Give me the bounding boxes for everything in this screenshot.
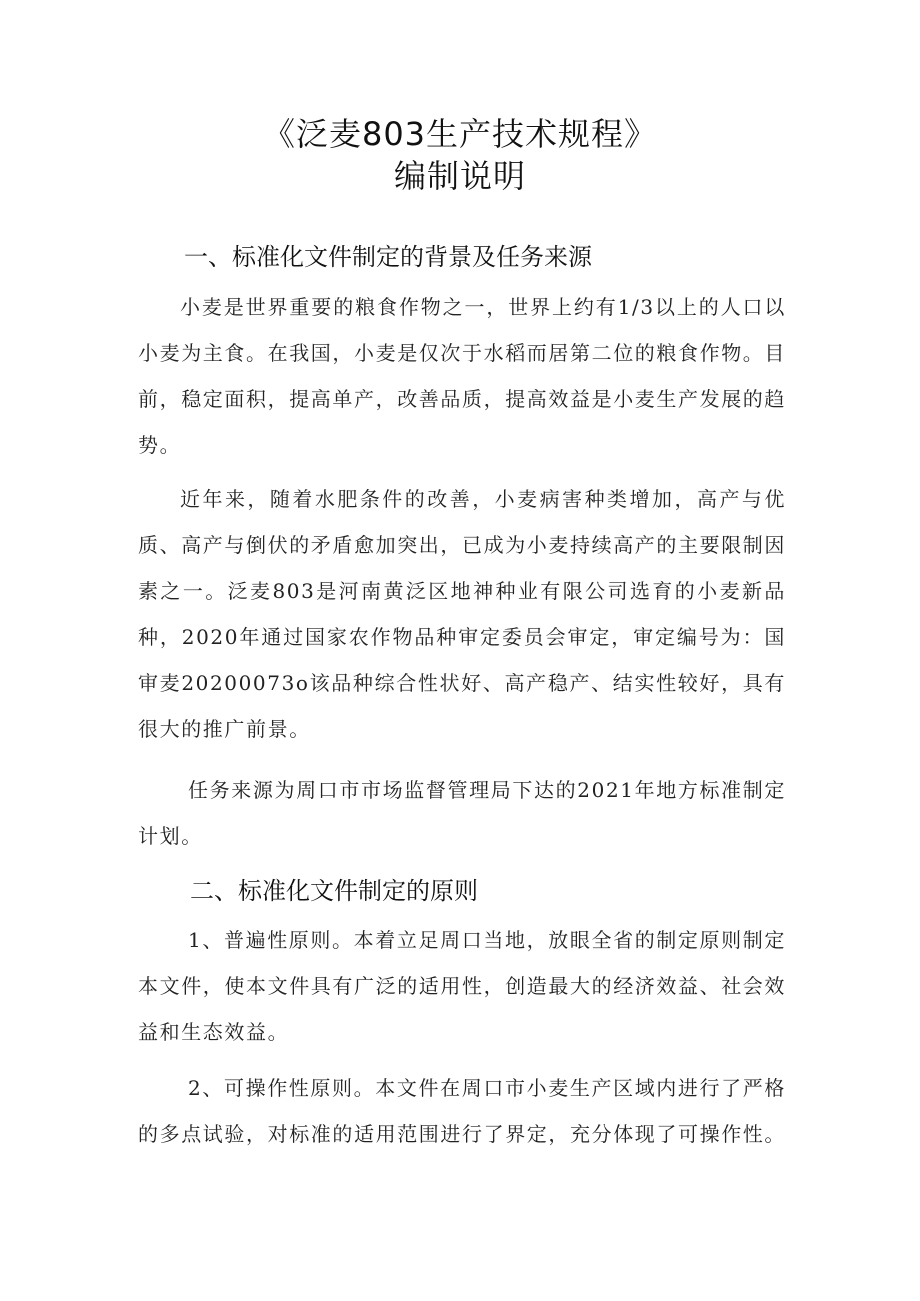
section-heading-background: 一、标准化文件制定的背景及任务来源 <box>184 243 592 271</box>
paragraph-task-source: 任务来源为周口市市场监督管理局下达的2021年地方标准制定计划。 <box>138 778 786 848</box>
paragraph-principle-universality: 1、普遍性原则。本着立足周口当地，放眼全省的制定原则制定本文件，使本文件具有广泛的适用性，创造最大的经济效益、社会效益和生态效益。 <box>138 928 786 1044</box>
paragraph-variety-intro: 近年来，随着水肥条件的改善，小麦病害种类增加，高产与优质、高产与倒伏的矛盾愈加突出，已成为小麦持续高产的主要限制因素之一。泛麦803是河南黄泛区地神种业有限公司选育的小麦新品种，2020年通过国家农作物品种审定委员会审定，审定编号为：国审麦20200073o该品种综合性状好、高产稳产、结实性较好，具有很大的推广前景。 <box>138 487 786 741</box>
section-heading-principles: 二、标准化文件制定的原则 <box>190 877 478 905</box>
paragraph-principle-operability: 2、可操作性原则。本文件在周口市小麦生产区域内进行了严格的多点试验，对标准的适用范围进行了界定，充分体现了可操作性。 <box>138 1076 786 1146</box>
paragraph-wheat-importance: 小麦是世界重要的粮食作物之一，世界上约有1/3以上的人口以小麦为主食。在我国，小麦是仅次于水稻而居第二位的粮食作物。目前，稳定面积，提高单产，改善品质，提高效益是小麦生产发展的趋势。 <box>138 295 786 457</box>
document-title: 《泛麦803生产技术规程》 <box>262 115 658 153</box>
document-subtitle: 编制说明 <box>393 157 526 195</box>
